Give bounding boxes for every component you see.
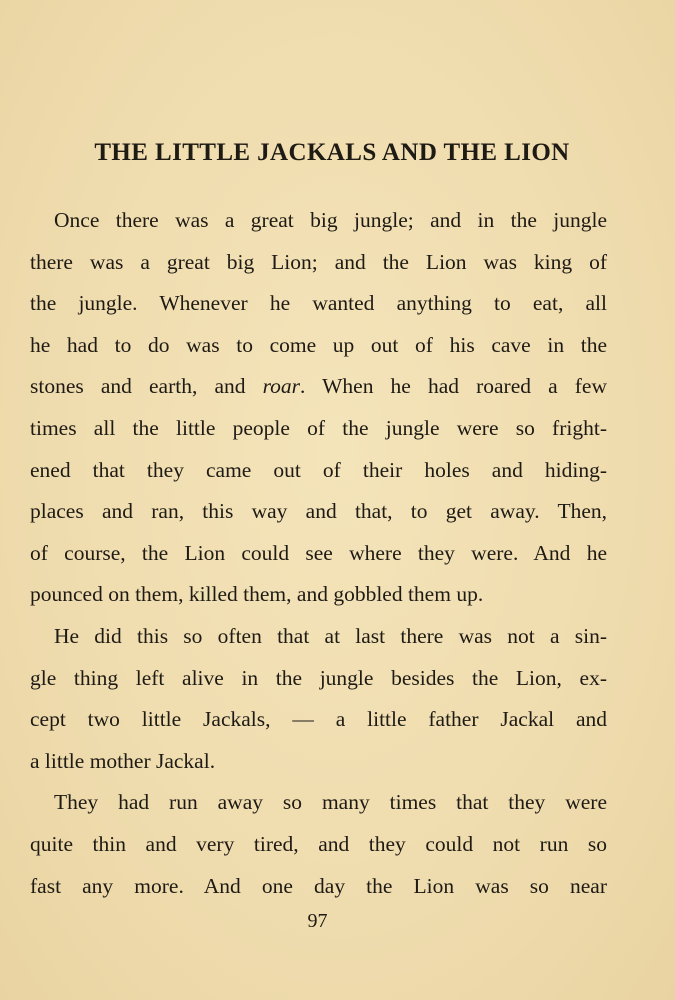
text-line: fast any more. And one day the Lion was so near <box>30 873 607 898</box>
text-line: gle thing left alive in the jungle besides the Lion, ex- <box>30 665 607 690</box>
text-line: pounced on them, killed them, and gobbled them up. <box>30 582 484 607</box>
text-line: times all the little people of the jungle were so fright- <box>30 415 607 440</box>
page-number: 97 <box>307 910 328 932</box>
emphasis-roar: roar <box>262 374 301 399</box>
chapter-title: THE LITTLE JACKALS AND THE LION <box>94 139 570 166</box>
text-line: places and ran, this way and that, to get away. Then, <box>30 499 607 524</box>
text-line: of course, the Lion could see where they were. And he <box>30 540 607 565</box>
body-text <box>30 200 607 907</box>
text-line: he had to do was to come up out of his cave in the <box>30 332 607 357</box>
text-line: He did this so often that at last there was not a sin- <box>54 623 607 648</box>
text-line: quite thin and very tired, and they could not run so <box>30 831 607 856</box>
text-line: cept two little Jackals, — a little father Jackal and <box>30 707 607 732</box>
text-line: there was a great big Lion; and the Lion was king of <box>30 249 607 274</box>
text-line: the jungle. Whenever he wanted anything to eat, all <box>30 291 607 316</box>
text-line: a little mother Jackal. <box>30 748 216 773</box>
text-line: stones and earth, and roar. When he had roared a few <box>30 374 607 399</box>
text-line: ened that they came out of their holes and hiding- <box>30 457 607 482</box>
text-line: They had run away so many times that they were <box>54 790 607 815</box>
text-line: Once there was a great big jungle; and in the jungle <box>54 208 607 232</box>
